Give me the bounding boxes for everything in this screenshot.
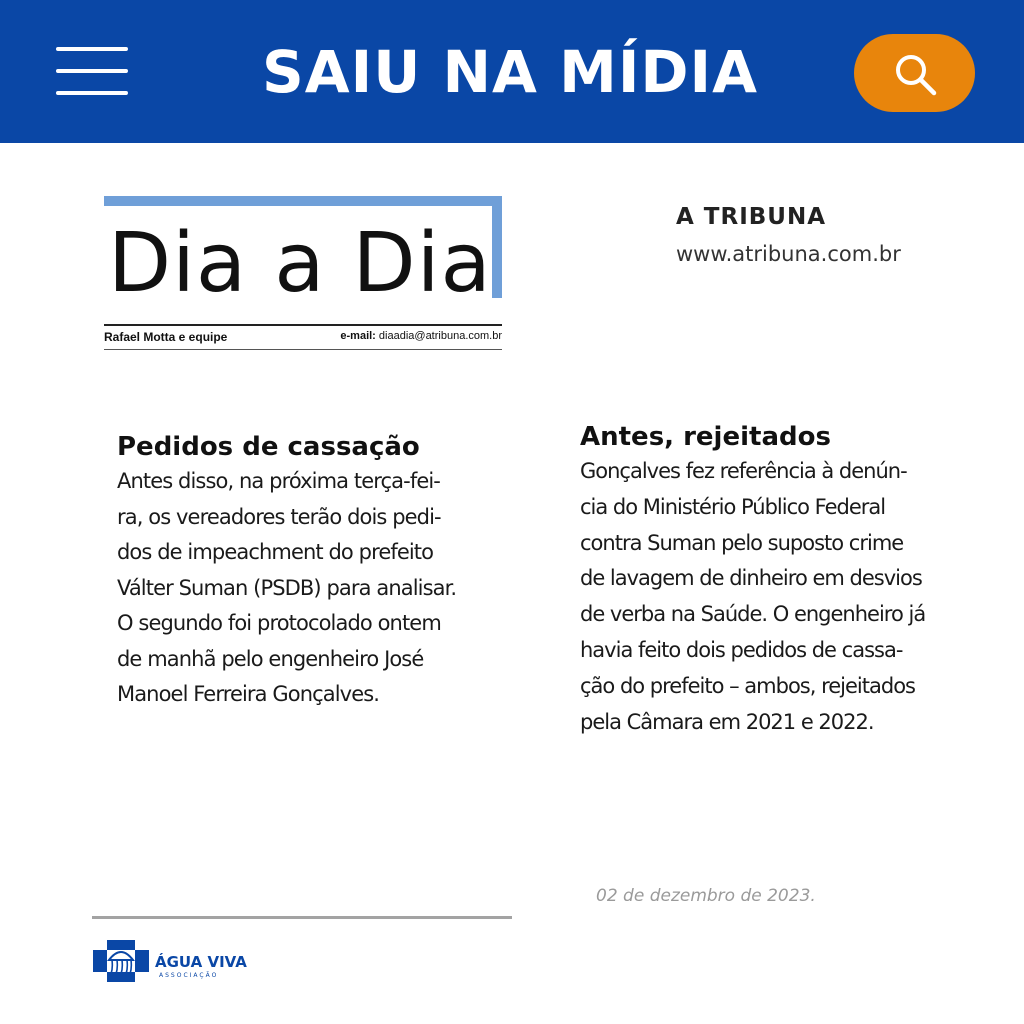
top-bar — [0, 0, 1024, 143]
newspaper-url: www.atribuna.com.br — [676, 242, 901, 266]
article-body: Gonçalves fez referência à denún- cia do Ministério Público Federal contra Suman pelo suposto crime de lavagem de dinheiro em desvios de verba na Saúde. O engenheiro já havia feito dois pedidos de cassa- ção do prefeito – ambos, rejeitados pela Câmara em 2021 e 2022. — [580, 459, 926, 734]
publication-date: 02 de dezembro de 2023. — [596, 886, 816, 906]
article-left — [117, 430, 517, 713]
article-right — [580, 420, 960, 740]
byline: Rafael Motta e equipe — [104, 330, 228, 344]
newspaper-name: A TRIBUNA — [676, 204, 827, 230]
masthead-frame-top — [104, 196, 502, 206]
email-label: e-mail: — [340, 330, 376, 342]
byline-divider — [104, 324, 502, 326]
hamburger-menu-icon[interactable] — [56, 47, 128, 95]
agua-viva-logo — [93, 938, 253, 988]
agua-viva-logo-icon — [93, 938, 149, 984]
article-heading: Antes, rejeitados — [580, 422, 831, 452]
search-button[interactable] — [854, 34, 975, 112]
logo-name: ÁGUA VIVA — [155, 953, 247, 971]
email-address: diaadia@atribuna.com.br — [378, 330, 502, 342]
logo-subtitle: ASSOCIAÇÃO — [159, 972, 219, 979]
article-body: Antes disso, na próxima terça-fei- ra, os vereadores terão dois pedi- dos de impeachment do prefeito Válter Suman (PSDB) para analisar. O segundo foi protocolado ontem de manhã pelo engenheiro José Manoel Ferreira Gonçalves. — [117, 469, 457, 706]
search-icon — [891, 50, 939, 98]
byline-divider-bottom — [104, 349, 502, 350]
page-title: SAIU NA MÍDIA — [261, 38, 759, 106]
column-masthead — [104, 196, 502, 354]
column-title: Dia a Dia — [108, 216, 492, 311]
masthead-frame-right — [492, 196, 502, 298]
footer-divider — [92, 916, 512, 919]
email-line — [340, 330, 502, 342]
article-heading: Pedidos de cassação — [117, 432, 420, 462]
